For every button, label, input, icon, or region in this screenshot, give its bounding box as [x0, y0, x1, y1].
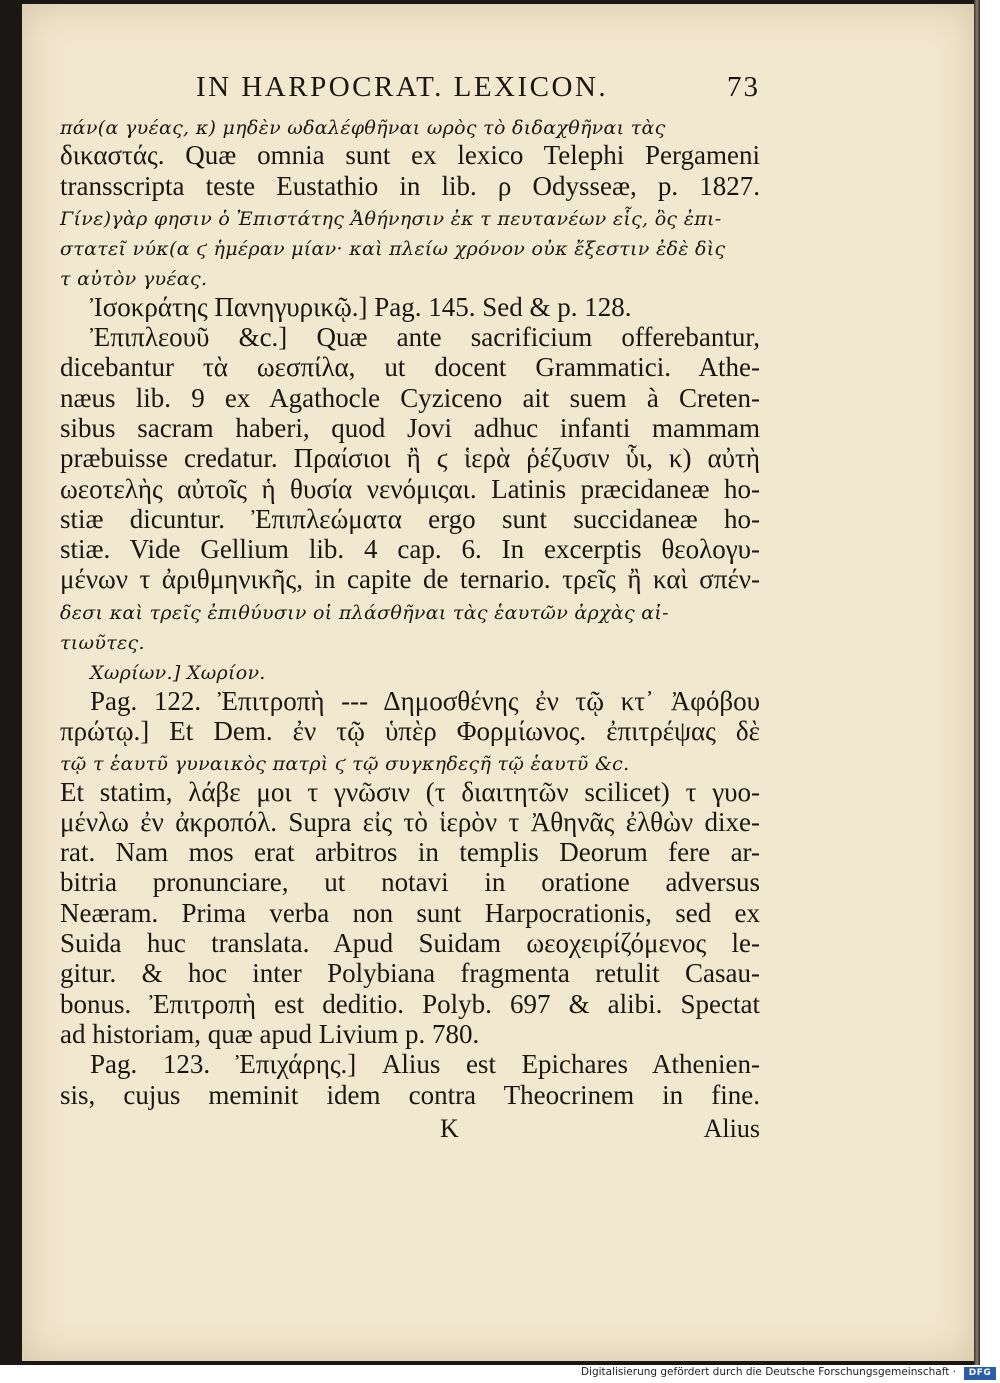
page-number: 73: [727, 71, 760, 103]
text-line: πάν(α γυέας, κ) μηδὲν ωδαλέφθῆναι ωρὸς τὸ διδαχθῆναι τὰς: [60, 117, 666, 139]
text-line: μένων τ ἀριθμηνικῆς, in capite de ternario. τρεῖς ἢ καὶ σπέν-: [60, 564, 760, 595]
page-edge: [974, 0, 980, 1365]
text-line: τῷ τ ἑαυτῦ γυναικὸς πατρὶ ϛ τῷ συγκηδεςῆ τῷ ἑαυτῦ &c.: [60, 753, 630, 776]
text-line: Ἐπιπλεουῦ &c.] Quæ ante sacrificium offerebantur,: [90, 322, 760, 353]
text-line: στατεῖ νύκ(α ϛ ἡμέραν μίαν· καὶ πλείω χρόνον οὐκ ἔξεστιν ἐδὲ δὶς: [60, 238, 726, 261]
text-line: πρώτῳ.] Et Dem. ἐν τῷ ὑπὲρ Φορμίωνος. ἐπιτρέψας δὲ: [60, 715, 760, 746]
text-line: stiæ dicuntur. Ἐπιπλεώματα ergo sunt succidaneæ ho-: [60, 503, 760, 534]
text-line: δεσι καὶ τρεῖς ἐπιθύυσιν οἱ πλάσθῆναι τὰς ἑαυτῶν ἀρχὰς αἰ-: [60, 601, 669, 624]
text-line: Γίνε)γὰρ φησιν ὁ Ἐπιστάτης Ἀθήνησιν ἐκ τ πευτανέων εἷς, ὃς ἐπι-: [60, 207, 722, 230]
text-line: τ αὐτὸν γυέας.: [60, 268, 208, 291]
text-line: δικαστάς. Quæ omnia sunt ex lexico Telephi Pergameni: [60, 140, 760, 171]
dfg-logo-icon: DFG: [964, 1367, 996, 1380]
text-line: næus lib. 9 ex Agathocle Cyziceno ait suem à Creten-: [60, 382, 760, 413]
text-line: bonus. Ἐπιτροπὴ est deditio. Polyb. 697 & alibi. Spectat: [60, 988, 760, 1019]
text-line: Neæram. Prima verba non sunt Harpocrationis, sed ex: [60, 897, 760, 928]
page-foot: [60, 1114, 760, 1144]
text-line: Suida huc translata. Apud Suidam ωεοχειρίζόμενος le-: [60, 928, 760, 959]
text-line: rat. Nam mos erat arbitros in templis Deorum fere ar-: [60, 837, 760, 868]
running-title: IN HARPOCRAT. LEXICON.: [196, 71, 609, 103]
text-line: sis, cujus meminit idem contra Theocrinem in fine.: [60, 1079, 760, 1110]
running-header: [196, 72, 760, 110]
text-line: bitria pronunciare, ut notavi in oratione adversus: [60, 867, 760, 898]
text-line: præbuisse credatur. Πραίσιοι ἢ ϛ ἱερὰ ῥέζυσιν ὗι, κ) αὐτὴ: [60, 443, 760, 474]
text-line: transscripta teste Eustathio in lib. ρ Odysseæ, p. 1827.: [60, 170, 760, 201]
text-line: ωεοτελὴς αὐτοῖς ἡ θυσία νενόμιςαι. Latinis præcidaneæ ho-: [60, 473, 760, 504]
funding-note: Digitalisierung gefördert durch die Deutsche Forschungsgemeinschaft ·: [580, 1366, 956, 1378]
page-text: [60, 72, 760, 1144]
signature-mark: K: [440, 1113, 459, 1143]
text-line: ad historiam, quæ apud Livium p. 780.: [60, 1018, 480, 1049]
text-line: dicebantur τὰ ωεσπίλα, ut docent Grammatici. Athe-: [60, 352, 760, 383]
text-line: Χωρίων.] Χωρίον.: [90, 662, 266, 685]
text-line: stiæ. Vide Gellium lib. 4 cap. 6. In excerptis θεολογυ-: [60, 534, 760, 565]
text-line: Pag. 122. Ἐπιτροπὴ --- Δημοσθένης ἐν τῷ κτ᾽ Ἀφόβου: [90, 685, 760, 716]
catchword: Alius: [703, 1113, 760, 1143]
text-line: Et statim, λάβε μοι τ γνῶσιν (τ διαιτητῶν scilicet) τ γυο-: [60, 776, 760, 807]
text-line: τιωῦτες.: [60, 632, 145, 655]
text-line: μένλω ἐν ἀκροπόλ. Supra εἰς τὸ ἱερὸν τ Ἀθηνᾶς ἐλθὼν dixe-: [60, 806, 760, 837]
text-line: gitur. & hoc inter Polybiana fragmenta retulit Casau-: [60, 958, 760, 989]
text-line: Pag. 123. Ἐπιχάρης.] Alius est Epichares Athenien-: [90, 1049, 760, 1080]
text-line: Ἰσοκράτης Πανηγυρικῷ.] Pag. 145. Sed & p. 128.: [90, 291, 632, 322]
text-line: sibus sacram haberi, quod Jovi adhuc infanti mammam: [60, 412, 760, 443]
